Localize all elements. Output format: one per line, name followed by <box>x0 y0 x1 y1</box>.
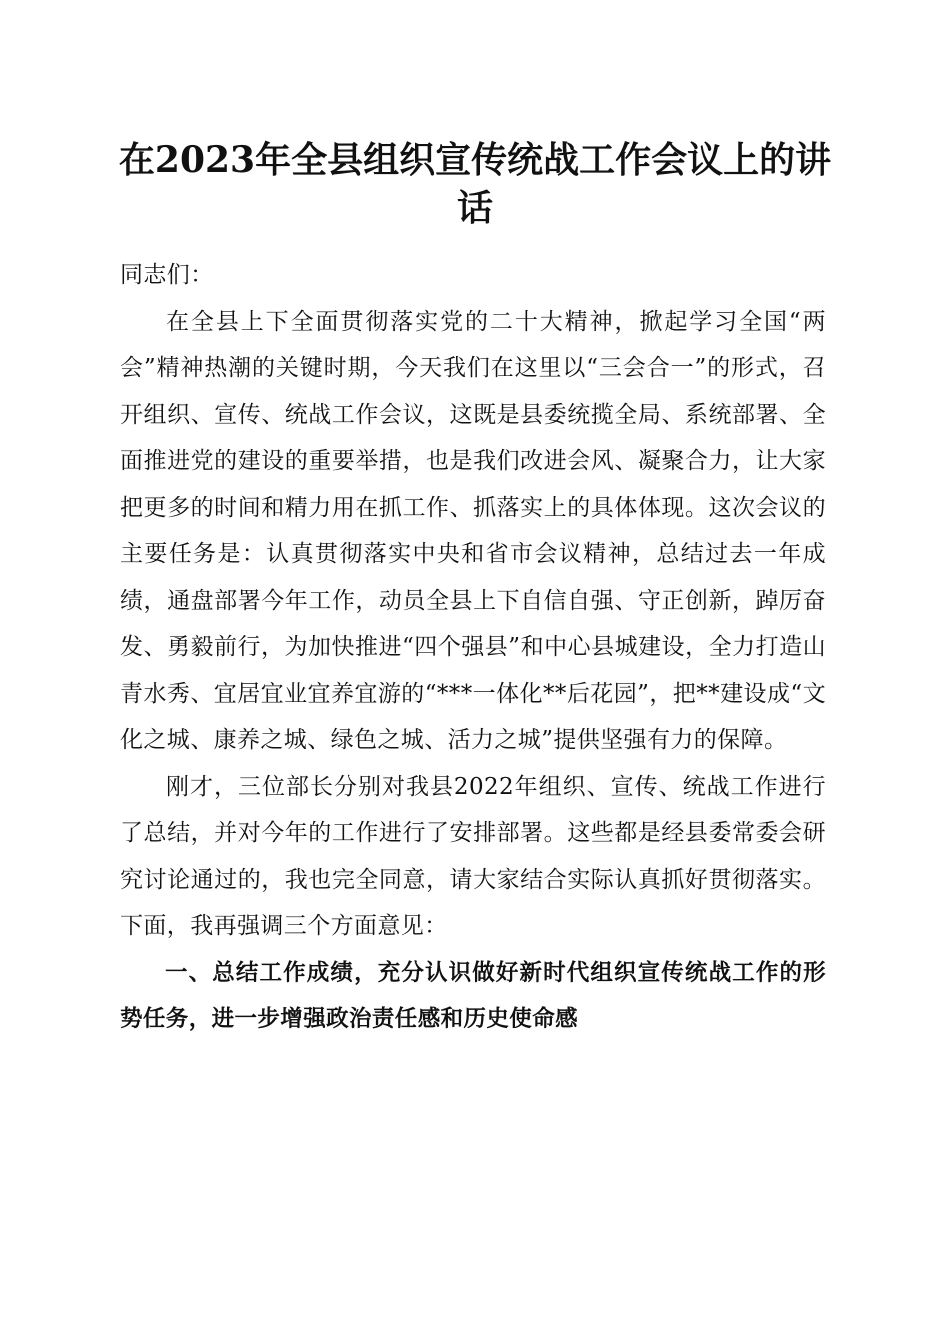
document-body <box>120 252 826 1043</box>
salutation: 同志们： <box>120 262 214 288</box>
paragraph-intro: 在全县上下全面贯彻落实党的二十大精神，掀起学习全国“两会”精神热潮的关键时期，今天我们在这里以“三会合一”的形式，召开组织、宣传、统战工作会议，这既是县委统揽全局、系统部署、全面推进党的建设的重要举措，也是我们改进会风、凝聚合力，让大家把更多的时间和精力用在抓工作、抓落实上的具体体现。这次会议的主要任务是：认真贯彻落实中央和省市会议精神，总结过去一年成绩，通盘部署今年工作，动员全县上下自信自强、守正创新，踔厉奋发、勇毅前行，为加快推进“四个强县”和中心县城建设，全力打造山青水秀、宜居宜业宜养宜游的“***一体化**后花园”，把**建设成“文化之城、康养之城、绿色之城、活力之城”提供坚强有力的保障。 <box>120 308 826 753</box>
document-title: 在2023年全县组织宣传统战工作会议上的讲话 <box>118 139 832 229</box>
paragraph-summary: 刚才，三位部长分别对我县2022年组织、宣传、统战工作进行了总结，并对今年的工作进行了安排部署。这些都是经县委常委会研究讨论通过的，我也完全同意，请大家结合实际认真抓好贯彻落实。下面，我再强调三个方面意见： <box>120 773 826 939</box>
section-heading-1: 一、总结工作成绩，充分认识做好新时代组织宣传统战工作的形势任务，进一步增强政治责任感和历史使命感 <box>120 959 826 1032</box>
